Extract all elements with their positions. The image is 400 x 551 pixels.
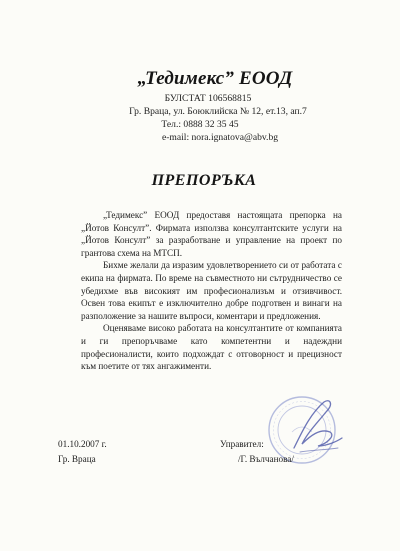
body-paragraph: Бихме желали да изразим удовлетворението си от работата с екипа на фирмата. По време на съвместното ни сътрудничество се убедихме във високият им професионализъм и отзивчивост. Освен това екипът е изключително добре подготвен и винаги на разположение за нашите въпроси, коментари и предложения. bbox=[81, 260, 342, 321]
letter-body bbox=[81, 209, 342, 373]
signature-block bbox=[220, 437, 294, 467]
letterhead bbox=[0, 68, 400, 144]
date-block bbox=[58, 437, 107, 467]
signer-name: /Г. Вълчанова/ bbox=[238, 454, 294, 464]
letter-date: 01.10.2007 г. bbox=[58, 439, 107, 449]
letter-city: Гр. Враца bbox=[58, 454, 96, 464]
company-email: e-mail: nora.ignatova@abv.bg bbox=[161, 132, 279, 143]
document-title: ПРЕПОРЪКА bbox=[151, 172, 257, 189]
company-phone: Тел.: 0888 32 35 45 bbox=[161, 119, 239, 130]
company-name: „Тедимекс” ЕООД bbox=[137, 68, 293, 89]
body-paragraph: Оценяваме високо работата на консултантите от компанията и ги препоръчваме като компетентни и надеждни професионалисти, които подхождат с отговорност и прецизност към поетите от тях ангажименти. bbox=[81, 323, 342, 372]
bulstat-number: БУЛСТАТ 106568815 bbox=[164, 93, 252, 104]
signer-role: Управител: bbox=[220, 439, 264, 449]
body-paragraph: „Тедимекс” ЕООД предоставя настоящата препорка на „Йотов Консулт”. Фирмата използва консултантските услуги на „Йотов Консулт” за разработване и управление на проект по грантова схема на МТСП. bbox=[81, 210, 342, 258]
company-address: Гр. Враца, ул. Боюклийска № 12, ет.13, ап.7 bbox=[129, 106, 307, 117]
